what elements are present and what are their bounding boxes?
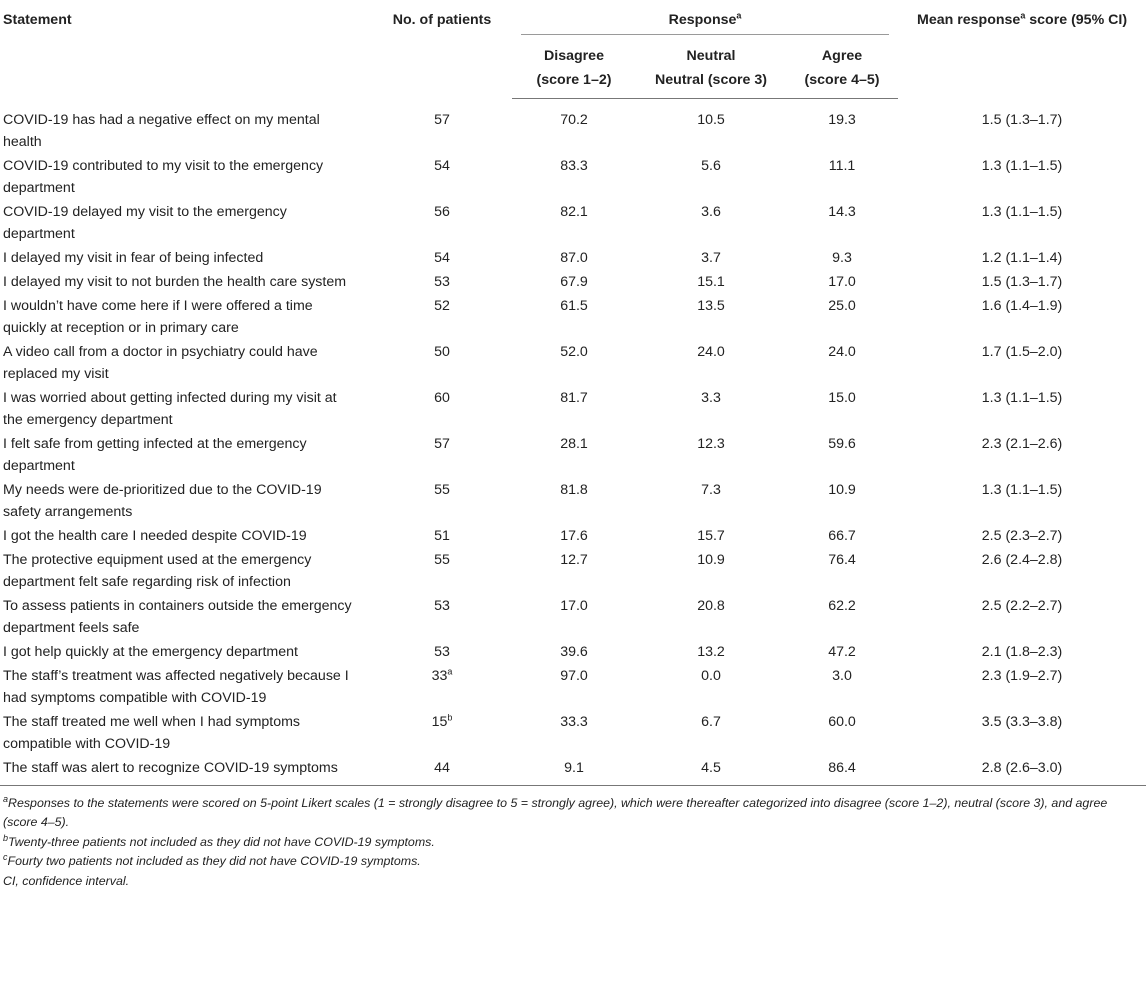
- neutral-cell: 0.0: [701, 667, 721, 684]
- statement-cell: I was worried about getting infected during my visit at the emergency department: [3, 389, 337, 428]
- statement-cell: My needs were de-prioritized due to the COVID-19 safety arrangements: [3, 481, 322, 520]
- agree-cell: 47.2: [828, 643, 856, 660]
- disagree-cell: 81.7: [560, 389, 588, 406]
- statement-cell: To assess patients in containers outside the emergency department feels safe: [3, 597, 352, 636]
- disagree-cell: 17.0: [560, 597, 588, 614]
- statement-cell: COVID-19 contributed to my visit to the emergency department: [3, 157, 324, 196]
- table-row: [0, 431, 1146, 477]
- neutral-cell: 6.7: [701, 713, 721, 730]
- statement-cell: The staff was alert to recognize COVID-19 symptoms: [0, 755, 372, 786]
- neutral-cell: 3.6: [701, 203, 721, 220]
- agree-cell: 76.4: [828, 551, 856, 568]
- footnote-marker: b: [447, 711, 453, 722]
- neutral-cell: 3.7: [701, 249, 721, 266]
- agree-cell: 19.3: [828, 112, 856, 128]
- neutral-cell: 13.2: [697, 643, 725, 660]
- agree-cell: 15.0: [828, 389, 856, 406]
- table-row: [0, 99, 1146, 153]
- table-row: [0, 477, 1146, 523]
- agree-cell: 9.3: [832, 249, 852, 266]
- neutral-cell: 10.5: [697, 112, 725, 128]
- mean-cell: 2.5 (2.3–2.7): [981, 527, 1063, 544]
- mean-cell: 2.3 (1.9–2.7): [981, 667, 1063, 684]
- disagree-cell: 9.1: [512, 755, 636, 786]
- agree-cell: 66.7: [828, 527, 856, 544]
- mean-cell: 1.7 (1.5–2.0): [981, 343, 1063, 360]
- footnote: $^b$Twenty-three patients not included as they did not have COVID-19 symptoms.: [3, 832, 435, 849]
- mean-cell: 2.8 (2.6–3.0): [898, 755, 1146, 786]
- patients-cell: 55: [434, 551, 450, 568]
- disagree-cell: 81.8: [560, 481, 588, 498]
- patients-cell: 56: [434, 203, 450, 220]
- patients-cell: 50: [434, 343, 450, 360]
- agree-cell: 60.0: [828, 713, 856, 730]
- statement-cell: A video call from a doctor in psychiatry could have replaced my visit: [3, 343, 318, 382]
- table-row: [0, 293, 1146, 339]
- mean-cell: 1.3 (1.1–1.5): [981, 157, 1063, 174]
- patients-cell: 54: [434, 157, 450, 174]
- table-row: [0, 663, 1146, 709]
- mean-cell: 1.2 (1.1–1.4): [981, 249, 1063, 266]
- statement-cell: COVID-19 delayed my visit to the emergency department: [3, 203, 287, 242]
- disagree-cell: 83.3: [560, 157, 588, 174]
- table-row: [0, 199, 1146, 245]
- neutral-cell: 20.8: [697, 597, 725, 614]
- patients-cell: 60: [434, 389, 450, 406]
- header-neutral: Neutral Neutral (score 3): [636, 36, 786, 99]
- neutral-cell: 15.1: [697, 273, 725, 290]
- footnote: $^a$Responses to the statements were scored on 5-point Likert scales (1 = strongly disagree to 5 = strongly agree), which were thereafter categorized into disagree (score 1–2), neutral (score 3), and agree (score 4–5).: [3, 793, 1108, 829]
- disagree-cell: 97.0: [560, 667, 588, 684]
- survey-table: [0, 6, 1146, 786]
- disagree-cell: 39.6: [560, 643, 588, 660]
- neutral-cell: 15.7: [697, 527, 725, 544]
- table-row: [0, 547, 1146, 593]
- table-row: [0, 593, 1146, 639]
- patients-cell: 44: [372, 755, 512, 786]
- mean-cell: 2.5 (2.2–2.7): [981, 597, 1063, 614]
- neutral-cell: 24.0: [697, 343, 725, 360]
- footnotes: [0, 786, 1146, 892]
- neutral-cell: 4.5: [636, 755, 786, 786]
- agree-cell: 17.0: [828, 273, 856, 290]
- patients-cell: 55: [434, 481, 450, 498]
- disagree-cell: 33.3: [560, 713, 588, 730]
- mean-cell: 1.3 (1.1–1.5): [981, 203, 1063, 220]
- header-disagree: Disagree (score 1–2): [512, 36, 636, 99]
- statement-cell: I got help quickly at the emergency department: [3, 643, 298, 660]
- table-row: [0, 755, 1146, 786]
- disagree-cell: 67.9: [560, 273, 588, 290]
- agree-cell: 10.9: [828, 481, 856, 498]
- mean-cell: 2.3 (2.1–2.6): [981, 435, 1063, 452]
- patients-cell: 57: [434, 435, 450, 452]
- agree-cell: 59.6: [828, 435, 856, 452]
- disagree-cell: 87.0: [560, 249, 588, 266]
- statement-cell: I wouldn’t have come here if I were offered a time quickly at reception or in primary care: [3, 297, 313, 336]
- footnote-marker: a: [447, 665, 453, 676]
- mean-cell: 1.3 (1.1–1.5): [981, 389, 1063, 406]
- mean-cell: 3.5 (3.3–3.8): [981, 713, 1063, 730]
- mean-cell: 2.6 (2.4–2.8): [981, 551, 1063, 568]
- header-response: Response$^a$: [512, 6, 898, 36]
- mean-cell: 1.6 (1.4–1.9): [981, 297, 1063, 314]
- patients-cell: 54: [434, 249, 450, 266]
- agree-cell: 62.2: [828, 597, 856, 614]
- agree-cell: 11.1: [828, 157, 856, 174]
- neutral-cell: 10.9: [697, 551, 725, 568]
- statement-cell: The protective equipment used at the emergency department felt safe regarding risk of infection: [3, 551, 312, 590]
- patients-cell: 53: [434, 273, 450, 290]
- mean-cell: 1.3 (1.1–1.5): [981, 481, 1063, 498]
- statement-cell: I delayed my visit in fear of being infected: [3, 249, 264, 266]
- patients-cell: 53: [434, 643, 450, 660]
- patients-cell: 53: [434, 597, 450, 614]
- disagree-cell: 82.1: [560, 203, 588, 220]
- statement-cell: I delayed my visit to not burden the health care system: [3, 273, 347, 290]
- footnote: CI, confidence interval.: [3, 873, 130, 888]
- agree-cell: 24.0: [828, 343, 856, 360]
- statement-cell: I got the health care I needed despite COVID-19: [3, 527, 307, 544]
- table-row: [0, 339, 1146, 385]
- agree-cell: 14.3: [828, 203, 856, 220]
- patients-cell: 57: [434, 111, 450, 128]
- agree-cell: 3.0: [832, 667, 852, 684]
- patients-cell: 52: [434, 297, 450, 314]
- table-body: [0, 99, 1146, 786]
- header-patients: No. of patients: [392, 12, 492, 28]
- statement-cell: I felt safe from getting infected at the emergency department: [3, 435, 307, 474]
- statement-cell: The staff treated me well when I had symptoms compatible with COVID-19: [3, 713, 301, 752]
- disagree-cell: 61.5: [560, 297, 588, 314]
- agree-cell: 86.4: [786, 755, 898, 786]
- agree-cell: 25.0: [828, 297, 856, 314]
- mean-cell: 1.5 (1.3–1.7): [981, 111, 1063, 128]
- table-row: [0, 153, 1146, 199]
- patients-cell: 15$^b$: [431, 711, 453, 730]
- disagree-cell: 12.7: [560, 551, 588, 568]
- neutral-cell: 13.5: [697, 297, 725, 314]
- disagree-cell: 17.6: [560, 527, 588, 544]
- patients-cell: 33$^a$: [431, 665, 453, 684]
- header-agree: Agree (score 4–5): [786, 36, 898, 99]
- neutral-cell: 5.6: [701, 157, 721, 174]
- patients-cell: 51: [434, 527, 450, 544]
- statement-cell: COVID-19 has had a negative effect on my mental health: [3, 111, 320, 150]
- mean-cell: 2.1 (1.8–2.3): [981, 643, 1063, 660]
- table-row: [0, 245, 1146, 269]
- neutral-cell: 12.3: [697, 435, 725, 452]
- mean-cell: 1.5 (1.3–1.7): [981, 273, 1063, 290]
- footnote: $^c$Fourty two patients not included as they did not have COVID-19 symptoms.: [3, 851, 421, 868]
- disagree-cell: 70.2: [560, 112, 588, 128]
- table-row: [0, 709, 1146, 755]
- statement-cell: The staff’s treatment was affected negatively because I had symptoms compatible with COVID-19: [3, 667, 349, 706]
- header-mean: Mean response$^a$ score (95% CI): [917, 10, 1128, 28]
- neutral-cell: 3.3: [701, 389, 721, 406]
- table-row: [0, 269, 1146, 293]
- table-row: [0, 639, 1146, 663]
- header-statement: Statement: [3, 12, 72, 28]
- disagree-cell: 52.0: [560, 343, 588, 360]
- table-row: [0, 385, 1146, 431]
- disagree-cell: 28.1: [560, 435, 588, 452]
- neutral-cell: 7.3: [701, 481, 721, 498]
- table-row: [0, 523, 1146, 547]
